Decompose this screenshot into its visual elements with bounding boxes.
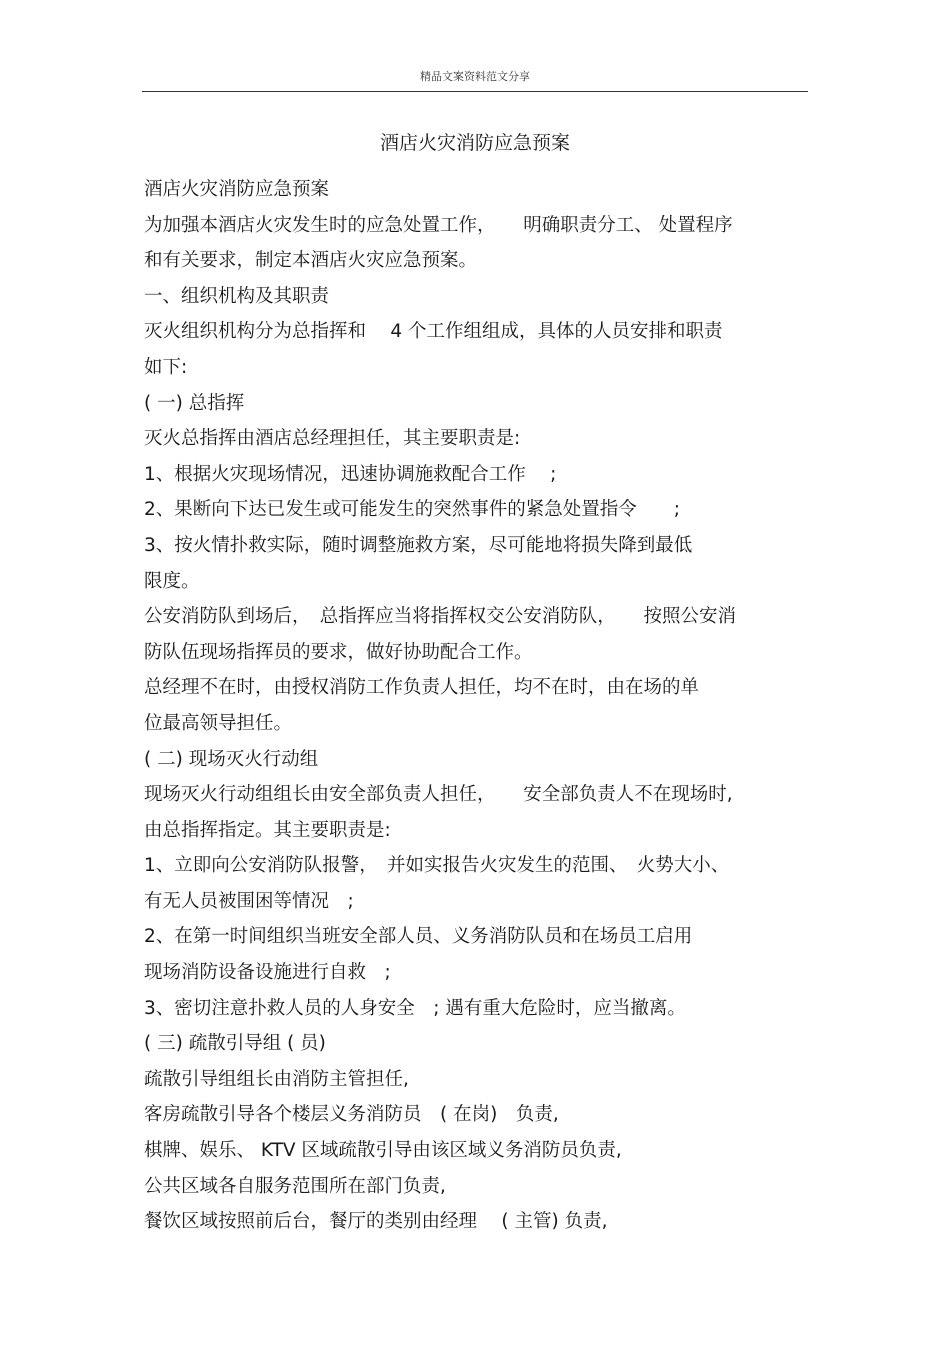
body-line: ( 二) 现场灭火行动组 <box>144 748 319 770</box>
body-line: 防队伍现场指挥员的要求，做好协助配合工作。 <box>144 641 533 663</box>
body-line: 酒店火灾消防应急预案 <box>144 179 330 200</box>
body-line: 客房疏散引导各个楼层义务消防员 ( 在岗) 负责, <box>144 1104 559 1126</box>
body-line: 限度。 <box>144 570 200 592</box>
body-line: 灭火组织机构分为总指挥和 4 个工作组组成，具体的人员安排和职责 <box>144 321 723 343</box>
page-header-text: 精品文案资料范文分享 <box>420 70 530 83</box>
body-line: 3、密切注意扑救人员的人身安全 ; 遇有重大危险时，应当撤离。 <box>144 997 686 1019</box>
body-line: 3、按火情扑救实际，随时调整施救方案，尽可能地将损失降到最低 <box>144 534 693 556</box>
body-line: 如下: <box>144 356 188 378</box>
body-line: 现场灭火行动组组长由安全部负责人担任， 安全部负责人不在现场时, <box>144 784 733 806</box>
body-line: 总经理不在时，由授权消防工作负责人担任，均不在时，由在场的单 <box>144 677 700 699</box>
body-line: ( 三) 疏散引导组 ( 员) <box>144 1033 326 1055</box>
body-line: 1、立即向公安消防队报警， 并如实报告火灾发生的范围、 火势大小、 <box>144 855 730 877</box>
body-line: 公安消防队到场后， 总指挥应当将指挥权交公安消防队， 按照公安消 <box>144 606 737 628</box>
body-line: 位最高领导担任。 <box>144 712 293 734</box>
body-line: 一、组织机构及其职责 <box>144 285 330 307</box>
document-body <box>144 172 808 1240</box>
body-line: 和有关要求，制定本酒店火灾应急预案。 <box>144 250 478 272</box>
body-line: 2、在第一时间组织当班安全部人员、义务消防队员和在场员工启用 <box>144 926 693 948</box>
body-line: 由总指挥指定。其主要职责是: <box>144 819 391 841</box>
header-divider <box>142 91 808 92</box>
body-line: 公共区域各自服务范围所在部门负责, <box>144 1175 446 1197</box>
body-line: 1、根据火灾现场情况，迅速协调施救配合工作 ; <box>144 463 557 485</box>
body-line: 灭火总指挥由酒店总经理担任，其主要职责是: <box>144 428 521 450</box>
body-line: ( 一) 总指挥 <box>144 392 245 414</box>
body-line: 2、果断向下达已发生或可能发生的突然事件的紧急处置指令 ; <box>144 499 681 521</box>
body-line: 有无人员被围困等情况 ; <box>144 890 354 912</box>
body-line: 现场消防设备设施进行自救 ; <box>144 962 391 984</box>
body-line: 为加强本酒店火灾发生时的应急处置工作， 明确职责分工、 处置程序 <box>144 214 733 236</box>
body-line: 棋牌、娱乐、 KTV 区域疏散引导由该区域义务消防员负责, <box>144 1140 622 1162</box>
body-line: 疏散引导组组长由消防主管担任, <box>144 1068 409 1090</box>
document-title: 酒店火灾消防应急预案 <box>379 132 570 154</box>
body-line: 餐饮区域按照前后台，餐厅的类别由经理 ( 主管) 负责, <box>144 1211 608 1233</box>
